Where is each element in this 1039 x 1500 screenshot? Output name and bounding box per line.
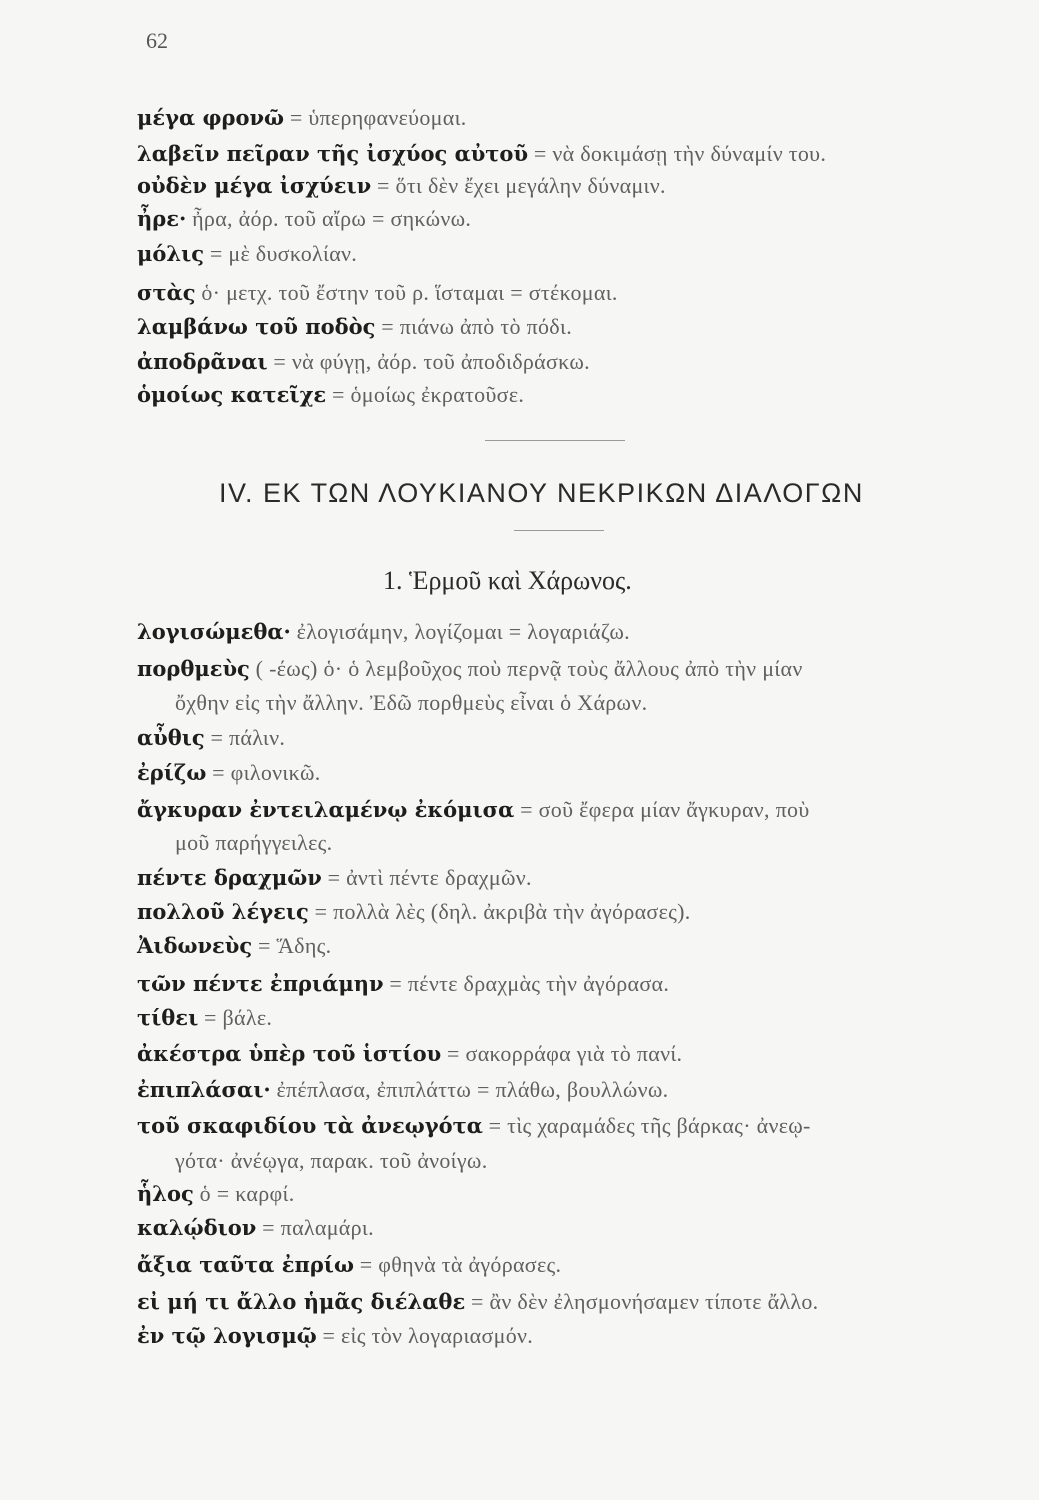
gloss-entry <box>137 724 997 752</box>
entry-gloss: = ἂν δὲν ἐλησμονήσαμεν τίποτε ἄλλο. <box>465 1289 819 1314</box>
entry-gloss: = τὶς χαραμάδες τῆς βάρκας· ἀνεῳ- <box>482 1113 811 1138</box>
section-heading: IV. ΕΚ ΤΩΝ ΛΟΥΚΙΑΝΟΥ ΝΕΚΡΙΚΩΝ ΔΙΑΛΟΓΩΝ <box>219 478 864 508</box>
entry-gloss: = ὅτι δὲν ἔχει μεγάλην δύναμιν. <box>371 173 666 198</box>
entry-gloss: = πολλὰ λὲς (δηλ. ἀκριβὰ τὴν ἀγόρασες). <box>308 899 691 924</box>
entry-gloss: = πιάνω ἀπὸ τὸ πόδι. <box>375 314 572 339</box>
entry-term: ἀποδρᾶναι <box>137 349 268 374</box>
gloss-entry <box>137 932 997 960</box>
entry-gloss: = πάλιν. <box>204 725 286 750</box>
gloss-entry <box>137 759 997 787</box>
entry-term: μέγα φρονῶ <box>137 105 285 130</box>
gloss-entry <box>137 970 997 998</box>
gloss-entry <box>137 104 997 132</box>
entry-term: λαβεῖν πεῖραν τῆς ἰσχύος αὐτοῦ <box>137 141 529 166</box>
entry-term: Ἀιδωνεὺς <box>137 933 253 958</box>
entry-term: αὖθις <box>137 725 205 750</box>
page-number: 62 <box>146 28 168 53</box>
entry-continuation: μοῦ παρήγγειλες. <box>175 830 333 855</box>
entry-gloss: = φθηνὰ τὰ ἀγόρασες. <box>353 1252 562 1277</box>
divider-rule <box>485 440 625 441</box>
gloss-entry <box>137 1288 997 1316</box>
subsection-heading: 1. Ἑρμοῦ καὶ Χάρωνος. <box>383 566 632 595</box>
entry-gloss: = νὰ φύγῃ, ἀόρ. τοῦ ἀποδιδράσκω. <box>267 349 590 374</box>
entry-term: τῶν πέντε ἐπριάμην <box>137 971 384 996</box>
gloss-entry <box>137 348 997 376</box>
entry-term: ἐπιπλάσαι· <box>137 1077 271 1102</box>
entry-term: ἄξια ταῦτα ἐπρίω <box>137 1252 354 1277</box>
entry-continuation: ὄχθην εἰς τὴν ἄλλην. Ἐδῶ πορθμεὺς εἶναι ὁ Χάρων. <box>175 690 648 715</box>
entry-term: ἧλος <box>137 1181 194 1206</box>
entry-term: ἐρίζω <box>137 760 207 785</box>
gloss-entry <box>137 655 997 683</box>
entry-gloss: = σοῦ ἔφερα μίαν ἄγκυραν, ποὺ <box>514 797 810 822</box>
entry-term: εἰ μή τι ἄλλο ἡμᾶς διέλαθε <box>137 1289 466 1314</box>
entry-gloss: = βάλε. <box>198 1005 273 1030</box>
gloss-entry <box>137 1251 997 1279</box>
entry-gloss: = σακορράφα γιὰ τὸ πανί. <box>441 1041 683 1066</box>
gloss-entry <box>137 1004 997 1032</box>
entry-term: ἀκέστρα ὑπὲρ τοῦ ἱστίου <box>137 1041 442 1066</box>
gloss-entry <box>137 313 997 341</box>
entry-term: οὐδὲν μέγα ἰσχύειν <box>137 173 372 198</box>
entry-gloss: = μὲ δυσκολίαν. <box>204 241 358 266</box>
gloss-entry <box>137 279 997 307</box>
gloss-entry <box>137 1322 997 1350</box>
divider-rule <box>514 530 604 531</box>
gloss-entry <box>137 1076 997 1104</box>
entry-gloss: = ὑπερηφανεύομαι. <box>284 105 467 130</box>
entry-gloss: = ὁμοίως ἐκρατοῦσε. <box>326 382 525 407</box>
gloss-entry <box>137 240 997 268</box>
entry-gloss: = πέντε δραχμὰς τὴν ἀγόρασα. <box>383 971 670 996</box>
entry-term: λογισώμεθα· <box>137 619 291 644</box>
gloss-entry <box>137 898 997 926</box>
gloss-entry <box>137 864 997 892</box>
gloss-entry <box>137 618 997 646</box>
entry-gloss: ἐπέπλασα, ἐπιπλάττω = πλάθω, βουλλώνω. <box>270 1077 669 1102</box>
entry-term: πέντε δραχμῶν <box>137 865 322 890</box>
gloss-entry <box>137 1112 997 1140</box>
gloss-entry <box>137 140 997 168</box>
entry-gloss: ἦρα, ἀόρ. τοῦ αἴρω = σηκώνω. <box>186 206 472 231</box>
entry-term: πολλοῦ λέγεις <box>137 899 309 924</box>
entry-gloss: = Ἅδης. <box>252 933 332 958</box>
gloss-entry <box>137 172 997 200</box>
entry-gloss: = φιλονικῶ. <box>206 760 321 785</box>
entry-gloss: ὁ = καρφί. <box>193 1181 295 1206</box>
gloss-entry <box>137 1040 997 1068</box>
entry-term: λαμβάνω τοῦ ποδὸς <box>137 314 376 339</box>
entry-gloss: = νὰ δοκιμάσῃ τὴν δύναμίν του. <box>528 141 827 166</box>
gloss-entry <box>137 205 997 233</box>
entry-term: ἄγκυραν ἐντειλαμένῳ ἐκόμισα <box>137 797 515 822</box>
entry-term: τοῦ σκαφιδίου τὰ ἀνεῳγότα <box>137 1113 483 1138</box>
entry-term: ἦρε· <box>137 206 187 231</box>
entry-term: μόλις <box>137 241 205 266</box>
entry-term: ἐν τῷ λογισμῷ <box>137 1323 317 1348</box>
entry-gloss: = παλαμάρι. <box>256 1215 374 1240</box>
entry-gloss: ἐλογισάμην, λογίζομαι = λογαριάζω. <box>290 619 630 644</box>
entry-term: στὰς <box>137 280 196 305</box>
entry-gloss: ὁ· μετχ. τοῦ ἔστην τοῦ ρ. ἵσταμαι = στέκομαι. <box>195 280 618 305</box>
gloss-entry <box>137 1214 997 1242</box>
entry-gloss: = εἰς τὸν λογαριασμόν. <box>316 1323 534 1348</box>
gloss-entry <box>137 796 997 824</box>
entry-term: πορθμεὺς <box>137 656 250 681</box>
entry-term: τίθει <box>137 1005 199 1030</box>
gloss-entry <box>137 1180 997 1208</box>
entry-gloss: = ἀντὶ πέντε δραχμῶν. <box>321 865 532 890</box>
entry-term: ὁμοίως κατεῖχε <box>137 382 327 407</box>
entry-term: καλῴδιον <box>137 1215 257 1240</box>
entry-gloss: ( -έως) ὁ· ὁ λεμβοῦχος ποὺ περνᾷ τοὺς ἄλλους ἀπὸ τὴν μίαν <box>249 656 803 681</box>
entry-continuation: γότα· ἀνέῳγα, παρακ. τοῦ ἀνοίγω. <box>175 1148 488 1173</box>
gloss-entry <box>137 381 997 409</box>
